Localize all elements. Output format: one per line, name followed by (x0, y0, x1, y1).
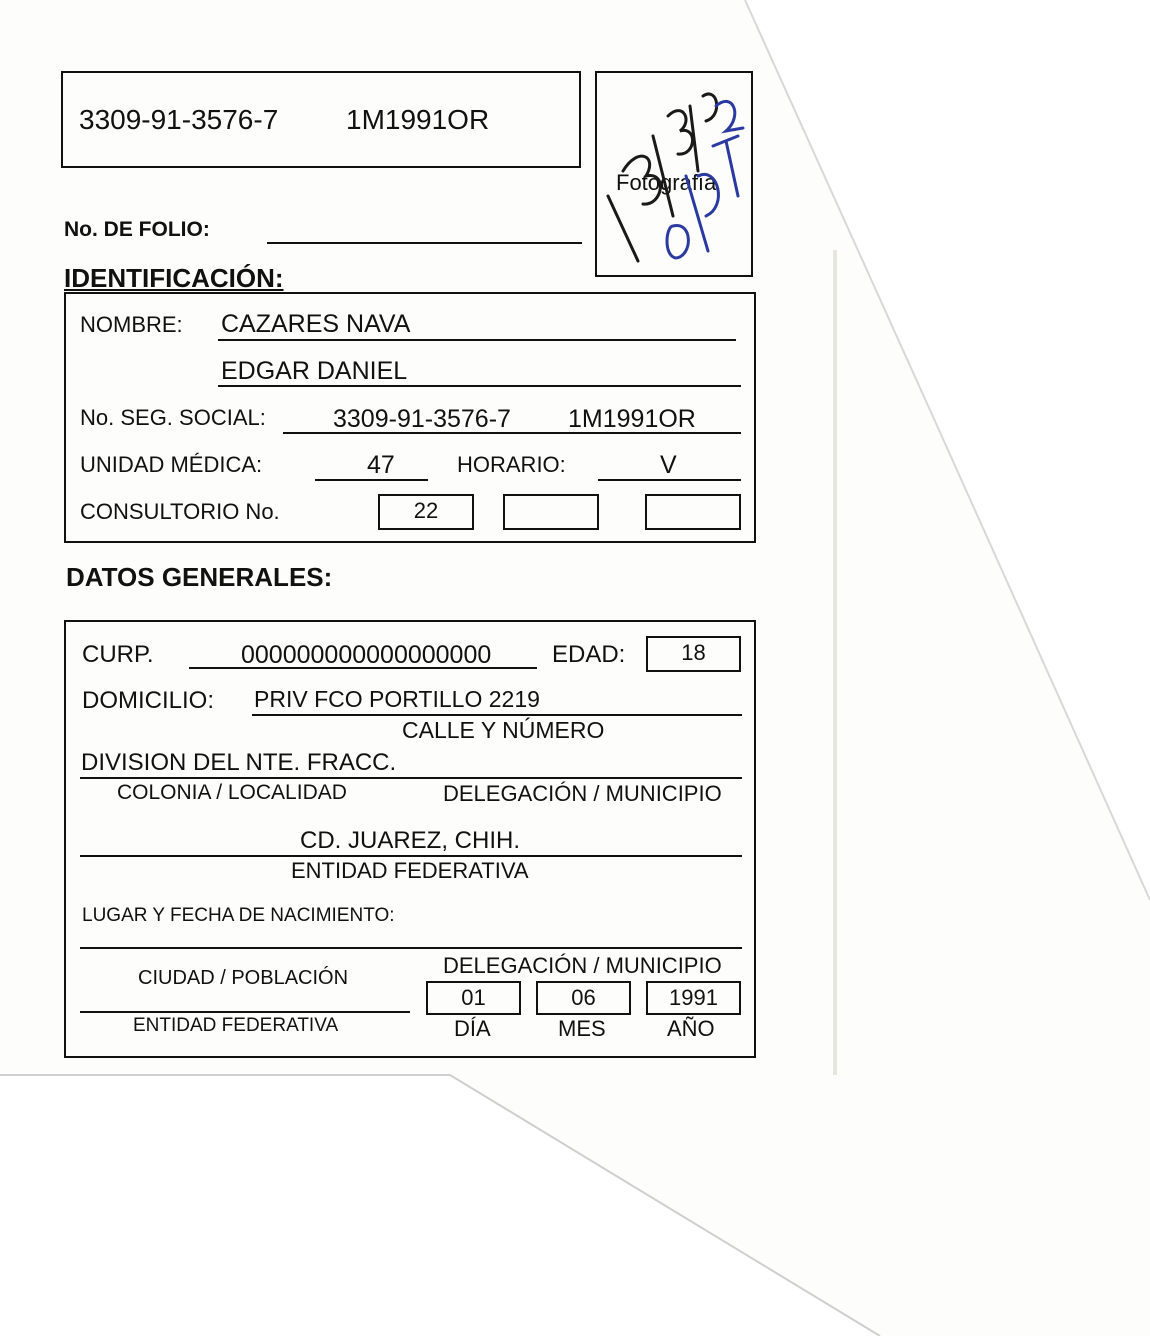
nombres-value: EDGAR DANIEL (221, 357, 408, 385)
unidad-line (315, 479, 428, 481)
folio-line (267, 242, 582, 244)
curp-label: CURP. (82, 641, 154, 668)
photo-label: Fotografía (616, 170, 717, 195)
colonia-caption: COLONIA / LOCALIDAD (117, 781, 347, 804)
edad-cell: 18 (646, 636, 741, 672)
identificacion-title: IDENTIFICACIÓN: (64, 263, 284, 293)
consultorio-cell-2 (503, 494, 599, 530)
edad-label: EDAD: (552, 641, 626, 668)
nacimiento-label: LUGAR Y FECHA DE NACIMIENTO: (82, 905, 395, 926)
apellidos-value: CAZARES NAVA (221, 310, 411, 338)
delegacion-caption: DELEGACIÓN / MUNICIPIO (443, 781, 722, 806)
colonia-value: DIVISION DEL NTE. FRACC. (81, 749, 397, 776)
nombre-label: NOMBRE: (80, 312, 183, 337)
seg-social-label: No. SEG. SOCIAL: (80, 405, 266, 430)
unidad-label: UNIDAD MÉDICA: (80, 452, 263, 477)
header-code: 1M1991OR (346, 104, 490, 135)
domicilio-label: DOMICILIO: (82, 687, 215, 714)
nacimiento-line (80, 947, 742, 949)
entidad-value: CD. JUAREZ, CHIH. (300, 827, 521, 854)
consultorio-cell-1: 22 (378, 494, 474, 530)
delegacion-caption-2: DELEGACIÓN / MUNICIPIO (443, 953, 722, 978)
horario-label: HORARIO: (457, 452, 566, 477)
datos-generales-title: DATOS GENERALES: (66, 562, 333, 592)
mes-caption: MES (558, 1016, 606, 1041)
entidad-line (80, 855, 742, 857)
horario-line (598, 479, 741, 481)
consultorio-label: CONSULTORIO No. (80, 499, 280, 524)
curp-line (189, 667, 537, 669)
seg-social-code: 1M1991OR (568, 405, 696, 433)
apellidos-line (218, 339, 736, 341)
seg-social-line (283, 432, 741, 434)
anio-cell: 1991 (646, 981, 741, 1015)
mes-cell: 06 (536, 981, 631, 1015)
unidad-value: 47 (367, 451, 395, 479)
horario-value: V (660, 451, 677, 479)
handwritten-dates-signature (598, 76, 750, 272)
domicilio-value: PRIV FCO PORTILLO 2219 (254, 686, 540, 712)
calle-caption: CALLE Y NÚMERO (402, 717, 605, 743)
nombres-line (218, 385, 741, 387)
curp-value: 000000000000000000 (241, 641, 492, 669)
anio-caption: AÑO (667, 1016, 715, 1041)
dia-cell: 01 (426, 981, 521, 1015)
folio-label: No. DE FOLIO: (64, 218, 210, 241)
domicilio-line (252, 714, 742, 716)
seg-social-value: 3309-91-3576-7 (333, 405, 511, 433)
entidad-caption: ENTIDAD FEDERATIVA (291, 858, 529, 883)
consultorio-cell-3 (645, 494, 741, 530)
ciudad-caption: CIUDAD / POBLACIÓN (138, 967, 349, 989)
ciudad-line (80, 1011, 410, 1013)
dia-caption: DÍA (454, 1016, 491, 1041)
colonia-line (80, 777, 742, 779)
header-nss: 3309-91-3576-7 (79, 104, 279, 135)
entidad-caption-2: ENTIDAD FEDERATIVA (133, 1015, 339, 1036)
